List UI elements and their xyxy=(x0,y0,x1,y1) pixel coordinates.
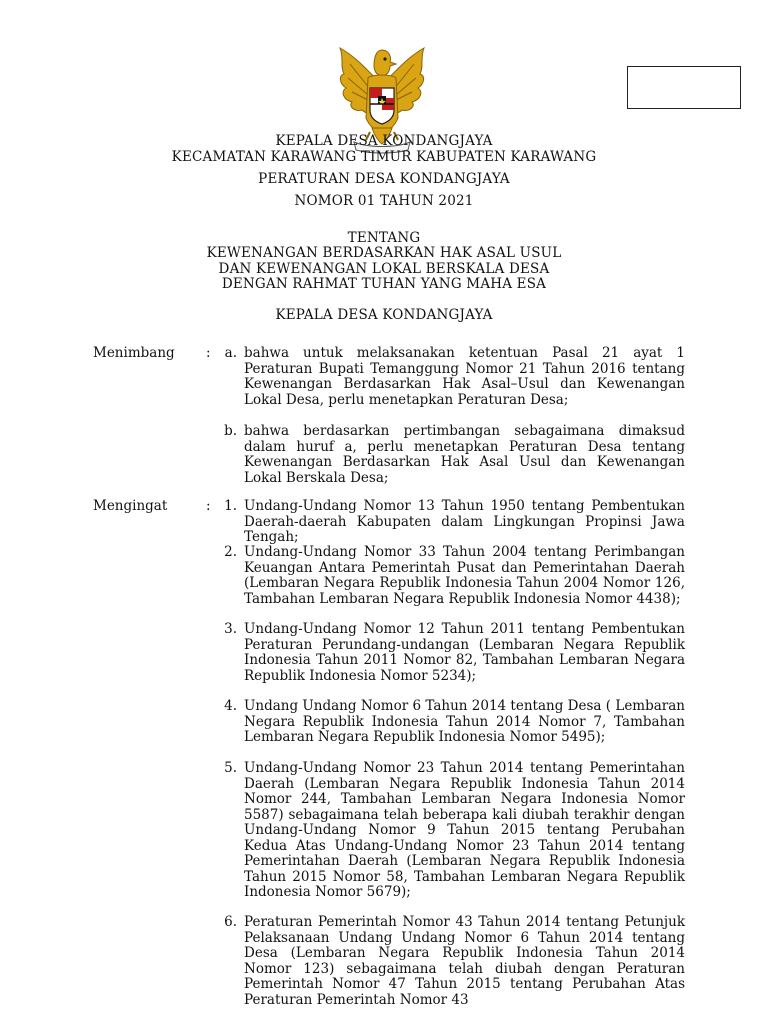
subject-line-2: DAN KEWENANGAN LOKAL BERSKALA DESA xyxy=(218,261,550,277)
mengingat-item-marker: 2. xyxy=(224,544,237,560)
menimbang-item-marker: a. xyxy=(224,345,237,361)
invocation-line: DENGAN RAHMAT TUHAN YANG MAHA ESA xyxy=(221,276,547,292)
menimbang-item-marker: b. xyxy=(224,423,237,439)
mengingat-item-text: Undang-Undang Nomor 23 Tahun 2014 tentang Pemerintahan Daerah (Lembaran Negara Republik Indonesia Tahun 2014 Nomor 244, Tambahan Lembaran Negara Indonesia Nomor 5587) sebagaimana telah beberapa kali diubah terakhir dengan Undang-Undang Nomor 9 Tahun 2015 tentang Perubahan Kedua Atas Undang-Undang Nomor 23 Tahun 2014 tentang Pemerintahan Daerah (Lembaran Negara Republik Indonesia Tahun 2015 Nomor 58, Tambahan Lembaran Negara Republik Indonesia Nomor 5679); xyxy=(244,760,685,900)
mengingat-item-marker: 1. xyxy=(224,498,237,514)
mengingat-item-marker: 5. xyxy=(224,760,237,776)
mengingat-item-text: Undang-Undang Nomor 12 Tahun 2011 tentang Pembentukan Peraturan Perundang-undangan (Lembaran Negara Republik Indonesia Tahun 2011 Nomor 82, Tambahan Lembaran Negara Republik Indonesia Nomor 5234); xyxy=(244,621,685,684)
mengingat-colon: : xyxy=(206,498,211,514)
regulation-number: NOMOR 01 TAHUN 2021 xyxy=(294,193,474,209)
mengingat-item-marker: 3. xyxy=(224,621,237,637)
header-district: KECAMATAN KARAWANG TIMUR KABUPATEN KARAWANG xyxy=(171,149,597,165)
mengingat-item-text: Undang-Undang Nomor 33 Tahun 2004 tentang Perimbangan Keuangan Antara Pemerintah Pusat dan Pemerintahan Daerah (Lembaran Negara Republik Indonesia Tahun 2004 Nomor 126, Tambahan Lembaran Negara Republik Indonesia Nomor 4438); xyxy=(244,544,685,607)
menimbang-label: Menimbang xyxy=(93,345,175,361)
mengingat-item-marker: 4. xyxy=(224,698,237,714)
enacting-authority: KEPALA DESA KONDANGJAYA xyxy=(275,307,493,323)
regulation-title: PERATURAN DESA KONDANGJAYA xyxy=(258,171,510,187)
mengingat-item-text: Peraturan Pemerintah Nomor 43 Tahun 2014 tentang Petunjuk Pelaksanaan Undang Undang Nomor 6 Tahun 2014 tentang Desa (Lembaran Negara Republik Indonesia Tahun 2014 Nomor 123) sebagaimana telah diubah dengan Peraturan Pemerintah Nomor 47 Tahun 2015 tentang Perubahan Atas Peraturan Pemerintah Nomor 43 xyxy=(244,914,685,1008)
mengingat-item-text: Undang Undang Nomor 6 Tahun 2014 tentang Desa ( Lembaran Negara Republik Indonesia Tahun 2014 Nomor 7, Tambahan Lembaran Negara Republik Indonesia Nomor 5495); xyxy=(244,698,685,745)
document-number-box xyxy=(627,66,741,109)
menimbang-item-text: bahwa berdasarkan pertimbangan sebagaimana dimaksud dalam huruf a, perlu menetapkan Peraturan Desa tentang Kewenangan Berdasarkan Hak Asal Usul dan Kewenangan Lokal Berskala Desa; xyxy=(244,423,685,486)
menimbang-colon: : xyxy=(206,345,211,361)
mengingat-item-text: Undang-Undang Nomor 13 Tahun 1950 tentang Pembentukan Daerah-daerah Kabupaten dalam Lingkungan Propinsi Jawa Tengah; xyxy=(244,498,685,545)
header-village-head: KEPALA DESA KONDANGJAYA xyxy=(275,133,493,149)
mengingat-item-marker: 6. xyxy=(224,914,237,930)
menimbang-item-text: bahwa untuk melaksanakan ketentuan Pasal 21 ayat 1 Peraturan Bupati Temanggung Nomor 21 Tahun 2016 tentang Kewenangan Berdasarkan Hak Asal–Usul dan Kewenangan Lokal Desa, perlu menetapkan Peraturan Desa; xyxy=(244,345,685,408)
about-label: TENTANG xyxy=(347,230,421,246)
subject-line-1: KEWENANGAN BERDASARKAN HAK ASAL USUL xyxy=(206,245,562,261)
mengingat-label: Mengingat xyxy=(93,498,168,514)
